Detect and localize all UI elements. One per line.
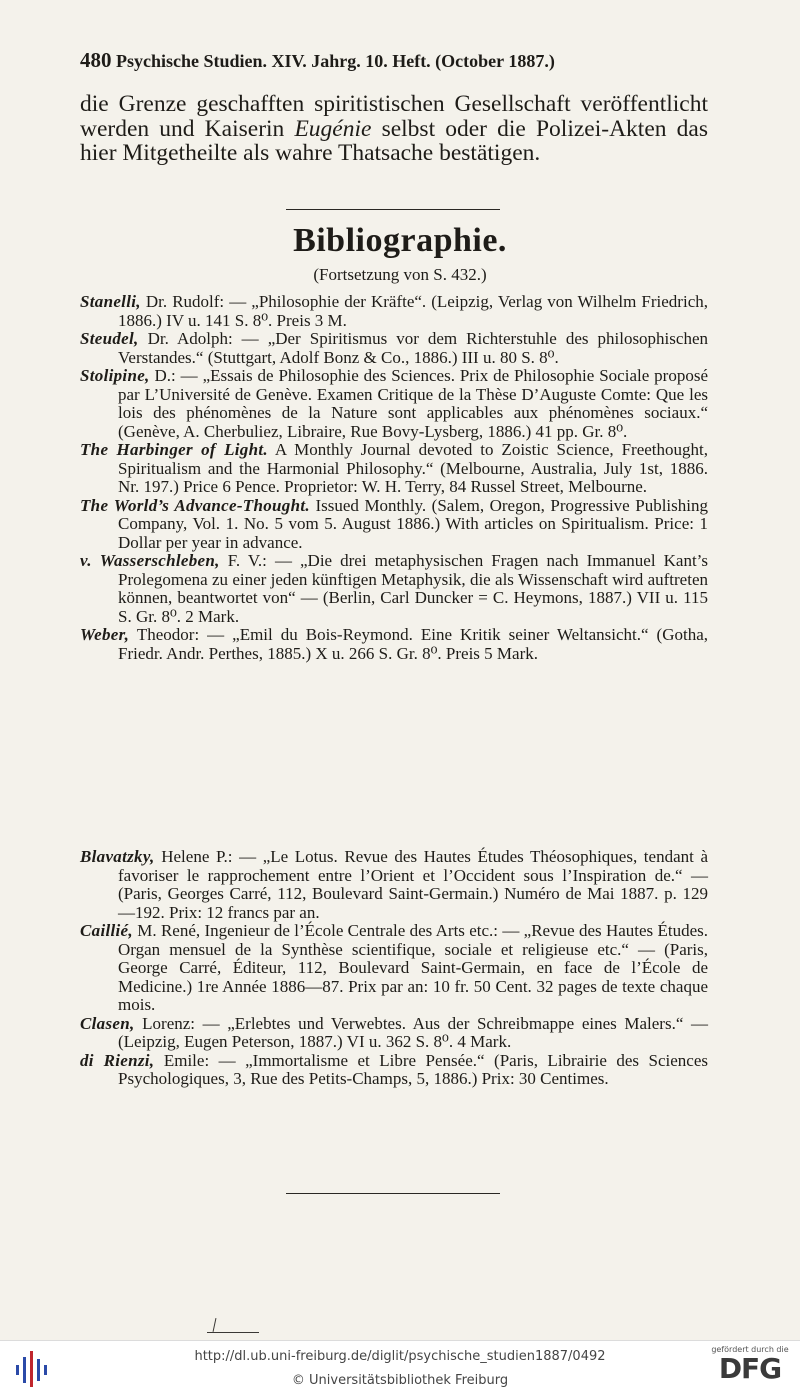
footer-url[interactable]: http://dl.ub.uni-freiburg.de/diglit/psychische_studien1887/0492 (194, 1349, 606, 1364)
entry-text: D.: — „Essais de Philosophie des Sciences. Prix de Philosophie Sociale proposé par L’Université de Genève. Examen Critique de la Thèse D’Auguste Comte: Que les lois des phénomènes de la Nature sont applicables aux phénomènes sociaux.“ (Genève, A. Cherbuliez, Libraire, Rue Bovy-Lysberg, 1886.) 41 pp. Gr. 8⁰. (118, 366, 708, 441)
bibliography-entry (80, 293, 708, 330)
intro-text-end: selbst oder die Polizei-Akten das hier Mitgetheilte als wahre Thatsache bestätigen. (80, 115, 708, 166)
bibliography-entry (80, 441, 708, 497)
entry-author: Steudel, (80, 329, 139, 348)
intro-paragraph (80, 92, 708, 166)
entry-text: A Monthly Journal devoted to Zoistic Science, Freethought, Spiritualism and the Harmonial Philosophy.“ (Melbourne, Australia, July 1st, 1886. Nr. 197.) Price 6 Pence. Proprietor: W. H. Terry, 84 Russel Street, Melbourne. (118, 440, 708, 496)
footer-copyright: © Universitätsbibliothek Freiburg (291, 1373, 509, 1388)
page-number: 480 (80, 48, 112, 72)
entry-author: Caillié, (80, 921, 133, 940)
bibliography-entry (80, 1052, 708, 1089)
entry-text: Emile: — „Immortalisme et Libre Pensée.“ (Paris, Librairie des Sciences Psychologiques, 3, Rue des Petits-Champs, 5, 1886.) Prix: 30 Centimes. (118, 1050, 708, 1088)
running-title: Psychische Studien. XIV. Jahrg. 10. Heft. (October 1887.) (116, 51, 555, 71)
top-divider (286, 209, 500, 210)
section-title: Bibliographie. (293, 222, 507, 259)
dfg-funded-label: gefördert durch die (711, 1345, 789, 1354)
entry-author: v. Wasserschleben, (80, 551, 220, 570)
bibliography-entry (80, 1015, 708, 1052)
entry-author: Weber, (80, 625, 130, 644)
bibliography-entry (80, 552, 708, 626)
bibliography-entry (80, 922, 708, 1015)
dfg-logo (708, 1345, 792, 1393)
entry-text: Issued Monthly. (Salem, Oregon, Progressive Publishing Company, Vol. 1. No. 5 vom 5. August 1886.) With articles on Spiritualism. Price: 1 Dollar per year in advance. (118, 495, 708, 552)
entry-author: di Rienzi, (80, 1050, 155, 1070)
bibliography-entry (80, 497, 708, 553)
entry-author: Blavatzky, (80, 847, 155, 866)
entry-text: F. V.: — „Die drei metaphysischen Fragen nach Immanuel Kant’s Prolegomena zu einer jeden künftigen Metaphysik, die als Wissenschaft wird auftreten können, beantwortet von“ — (Berlin, Carl Duncker = C. Heymons, 1887.) VII u. 115 S. Gr. 8⁰. 2 Mark. (118, 551, 709, 626)
bibliography-entry (80, 330, 708, 367)
entry-author: The Harbinger of Light. (80, 440, 268, 459)
bibliography-entry (80, 848, 708, 922)
entry-text: Dr. Adolph: — „Der Spiritismus vor dem Richterstuhle des philosophischen Verstandes.“ (Stuttgart, Adolf Bonz & Co., 1886.) III u. 80 S. 8⁰. (118, 329, 708, 367)
entry-text: M. René, Ingenieur de l’École Centrale des Arts etc.: — „Revue des Hautes Études. Organ mensuel de la Synthèse scientifique, sociale et religieuse etc.“ — (Paris, George Carré, Éditeur, 112, Boulevard Saint-Germain, en face de l’École de Medicine.) 1re Année 1886—87. Prix par an: 10 fr. 50 Cent. 32 pages de texte chaque mois. (118, 921, 708, 1014)
section-subtitle: (Fortsetzung von S. 432.) (313, 265, 487, 284)
entry-text: Theodor: — „Emil du Bois-Reymond. Eine Kritik seiner Weltansicht.“ (Gotha, Friedr. Andr. Perthes, 1885.) X u. 266 S. Gr. 8⁰. Preis 5 Mark. (118, 625, 708, 663)
pencil-mark (207, 1318, 259, 1333)
bibliography-entry (80, 626, 708, 663)
footer-bar (0, 1340, 800, 1396)
entry-text: Helene P.: — „Le Lotus. Revue des Hautes Études Théosophiques, tendant à favoriser le rapprochement entre l’Orient et l’Occident sous l’Inspiration de.“ — (Paris, Georges Carré, 112, Boulevard Saint-Germain.) Numéro de Mai 1887. p. 129—192. Prix: 12 francs par an. (118, 847, 708, 922)
bibliography-list-2 (80, 848, 708, 1089)
intro-text-start: die Grenze geschafften spiritistischen Gesellschaft veröffentlicht werden und Kaiserin (80, 91, 708, 142)
entry-author: Stanelli, (80, 292, 141, 311)
dfg-wordmark: DFG (718, 1352, 782, 1385)
bibliography-list-1 (80, 293, 708, 663)
entry-text: Lorenz: — „Erlebtes und Verwebtes. Aus der Schreibmappe eines Malers.“ — (Leipzig, Eugen Peterson, 1887.) VI u. 362 S. 8⁰. 4 Mark. (118, 1013, 708, 1051)
entry-author: The World’s Advance-Thought. (80, 495, 310, 515)
entry-author: Stolipine, (80, 366, 150, 385)
entry-text: Dr. Rudolf: — „Philosophie der Kräfte“. (Leipzig, Verlag von Wilhelm Friedrich, 1886.) IV u. 141 S. 8⁰. Preis 3 M. (118, 292, 708, 330)
intro-emphasis: Eugénie (294, 115, 372, 142)
bottom-divider (286, 1193, 500, 1194)
running-header (80, 48, 710, 73)
entry-author: Clasen, (80, 1013, 135, 1033)
bibliography-entry (80, 367, 708, 441)
